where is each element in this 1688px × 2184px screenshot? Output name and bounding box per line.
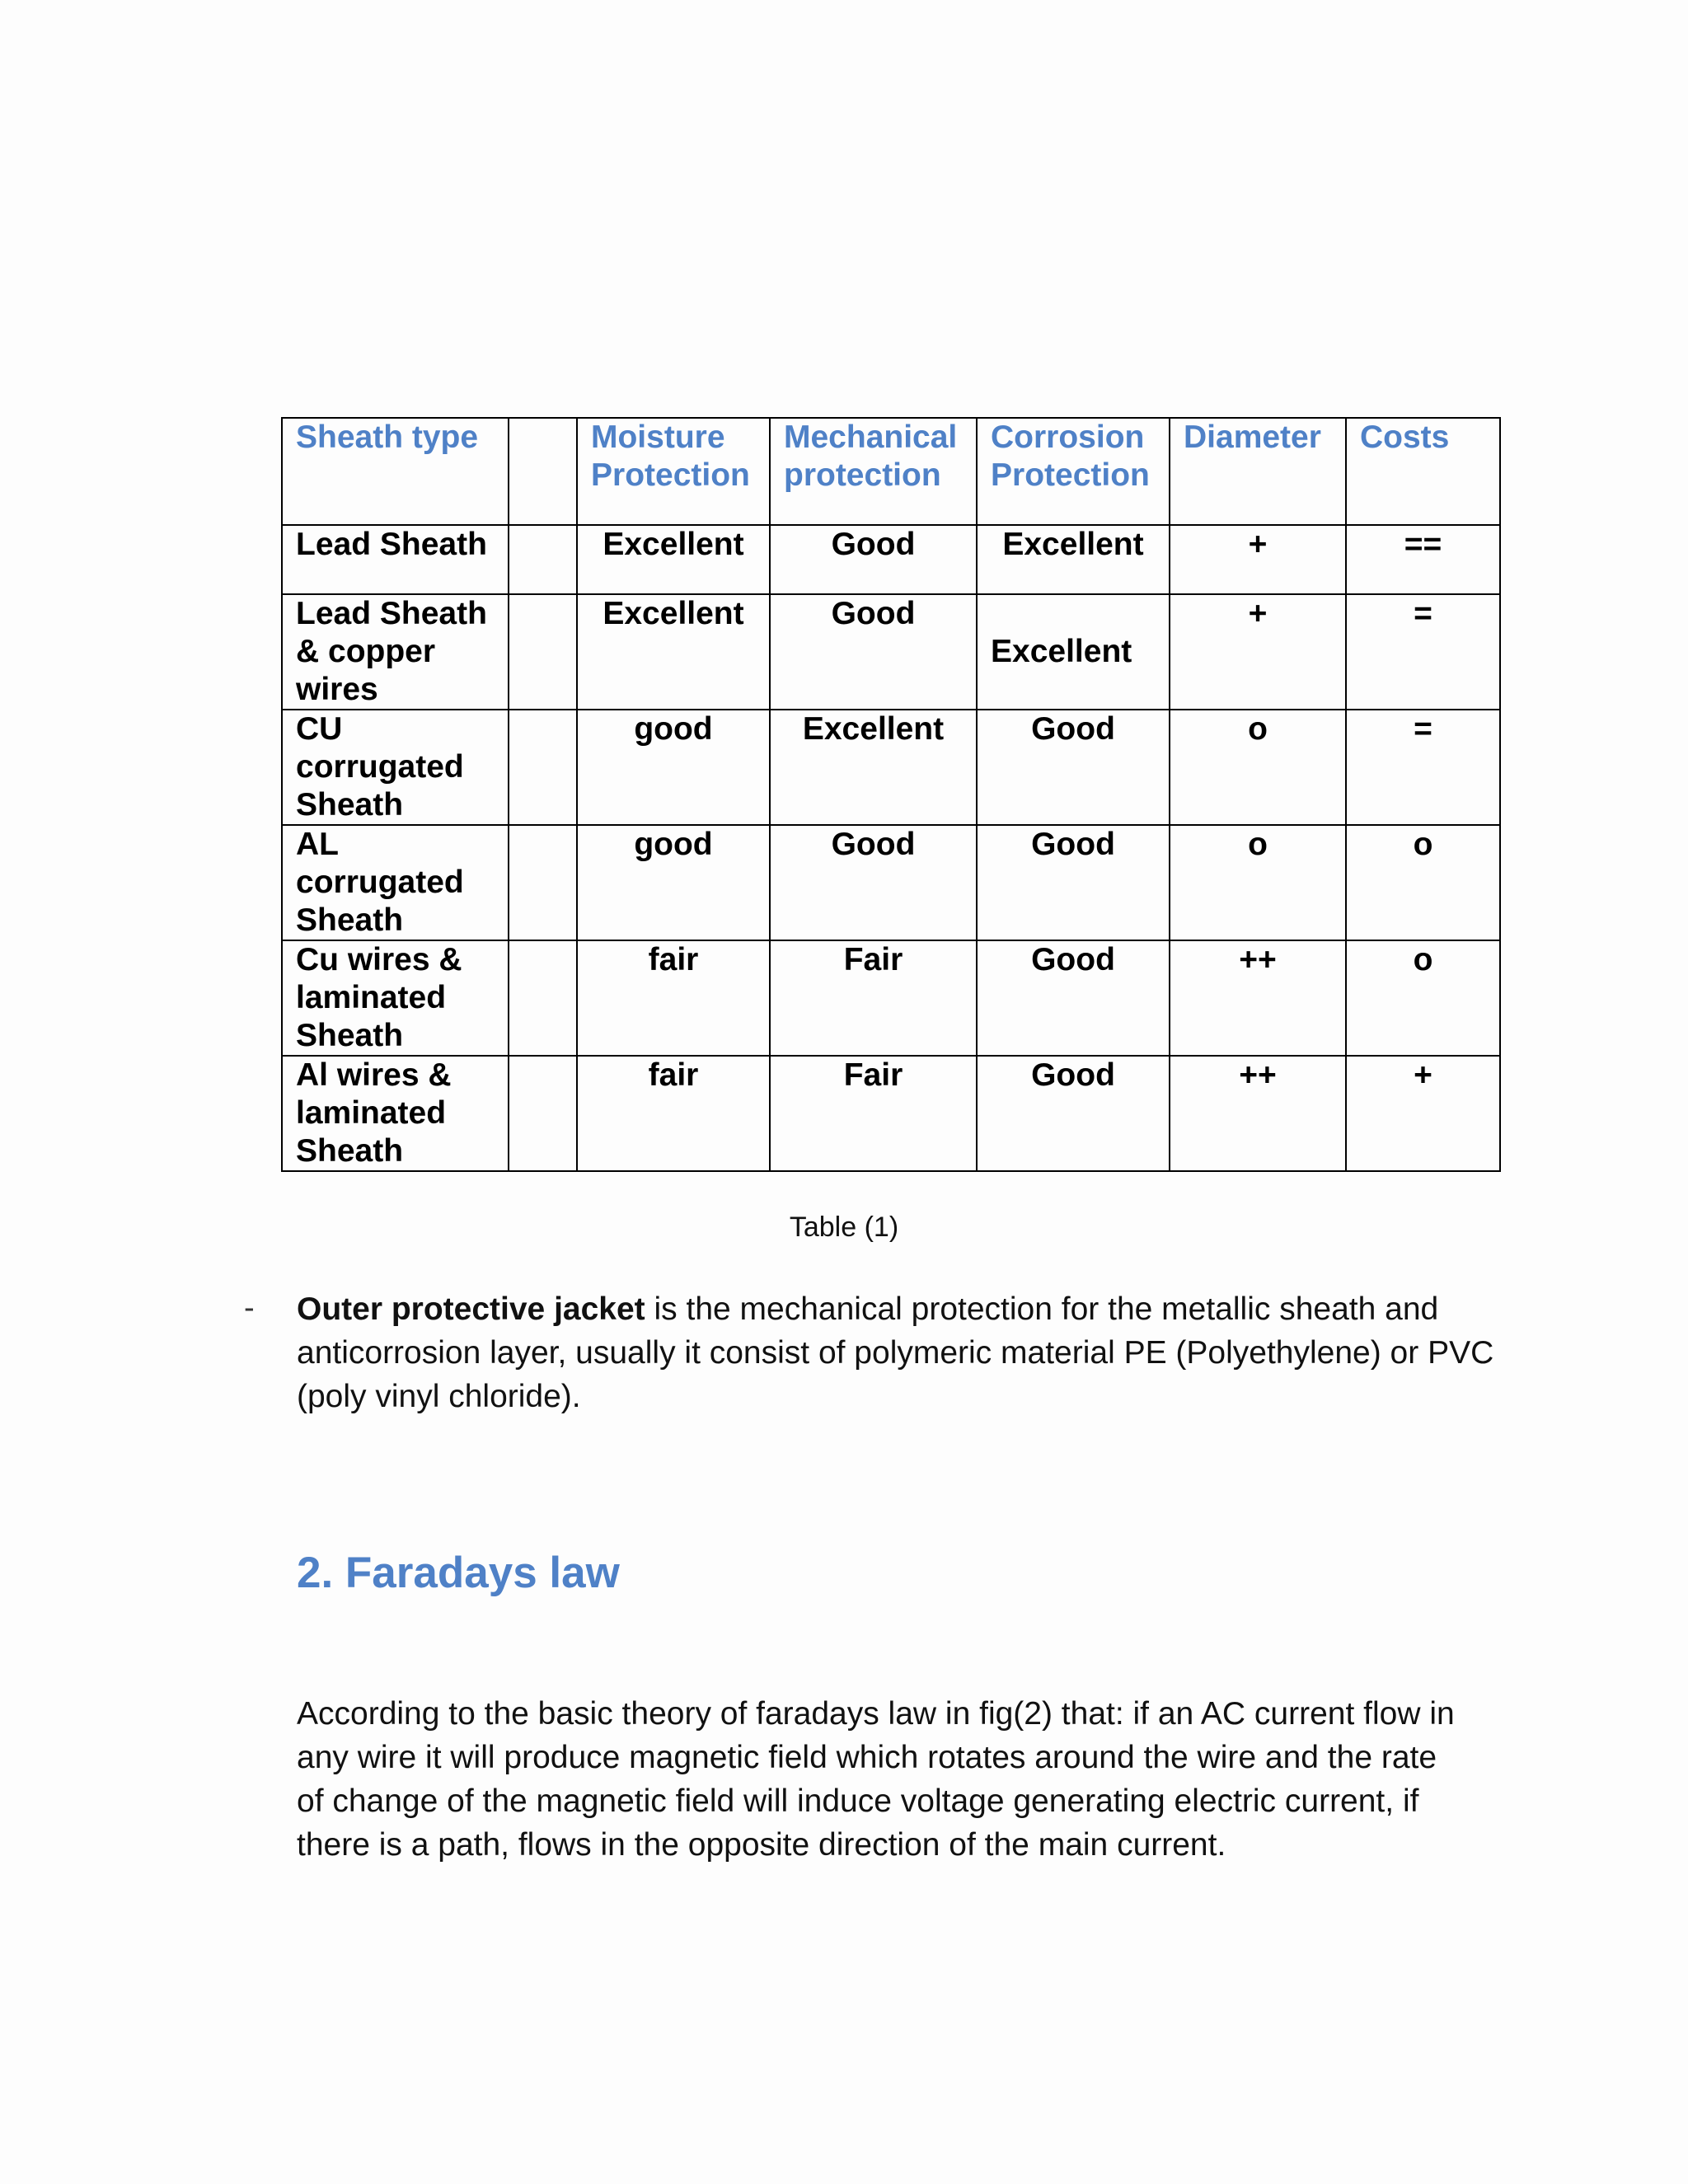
header-corrosion-protection: Corrosion Protection [977, 418, 1170, 525]
header-blank [509, 418, 577, 525]
header-diameter: Diameter [1170, 418, 1346, 525]
cell-mechanical: Good [770, 525, 977, 594]
outer-jacket-term: Outer protective jacket [297, 1291, 645, 1327]
cell-mechanical: Fair [770, 1056, 977, 1171]
cell-costs: = [1346, 710, 1500, 825]
table-row [282, 710, 1500, 825]
cell-moisture: fair [577, 1056, 770, 1171]
cell-blank [509, 710, 577, 825]
header-moisture-protection: Moisture Protection [577, 418, 770, 525]
cell-diameter: o [1170, 825, 1346, 940]
cell-corrosion: Good [977, 940, 1170, 1056]
header-mechanical-protection: Mechanical protection [770, 418, 977, 525]
cell-diameter: o [1170, 710, 1346, 825]
sheath-comparison-table [281, 417, 1501, 1172]
table-row [282, 825, 1500, 940]
table-row [282, 940, 1500, 1056]
cell-blank [509, 825, 577, 940]
table-caption: Table (1) [789, 1212, 899, 1243]
cell-mechanical: Good [770, 594, 977, 710]
table-row [282, 594, 1500, 710]
table-header-row [282, 418, 1500, 525]
cell-sheath-type: CU corrugated Sheath [282, 710, 509, 825]
cell-mechanical: Fair [770, 940, 977, 1056]
cell-corrosion: Good [977, 825, 1170, 940]
cell-corrosion: Good [977, 1056, 1170, 1171]
cell-moisture: fair [577, 940, 770, 1056]
cell-diameter: ++ [1170, 940, 1346, 1056]
cell-moisture: good [577, 710, 770, 825]
table-row [282, 1056, 1500, 1171]
bullet-dash: - [244, 1291, 255, 1325]
cell-corrosion: Good [977, 710, 1170, 825]
cell-sheath-type: AL corrugated Sheath [282, 825, 509, 940]
section-heading: 2. Faradays law [297, 1549, 620, 1597]
cell-diameter: + [1170, 525, 1346, 594]
cell-sheath-type: Lead Sheath & copper wires [282, 594, 509, 710]
cell-mechanical: Excellent [770, 710, 977, 825]
cell-blank [509, 594, 577, 710]
cell-blank [509, 525, 577, 594]
cell-sheath-type: Lead Sheath [282, 525, 509, 594]
faradays-law-paragraph: According to the basic theory of faradays law in fig(2) that: if an AC current flow in any wire it will produce magnetic field which rotates around the wire and the rate of change of the magnetic field will induce voltage generating electric current, if there is a path, flows in the opposite direction of the main current. [297, 1696, 1455, 1863]
cell-sheath-type: Al wires & laminated Sheath [282, 1056, 509, 1171]
cell-sheath-type: Cu wires & laminated Sheath [282, 940, 509, 1056]
header-sheath-type: Sheath type [282, 418, 509, 525]
outer-jacket-description: is the mechanical protection for the metallic sheath and anticorrosion layer, usually it consist of polymeric material PE (Polyethylene) or PVC (poly vinyl chloride). [297, 1291, 1494, 1414]
cell-costs: o [1346, 940, 1500, 1056]
cell-mechanical: Good [770, 825, 977, 940]
cell-moisture: Excellent [577, 525, 770, 594]
cell-blank [509, 940, 577, 1056]
cell-diameter: + [1170, 594, 1346, 710]
table-row [282, 525, 1500, 594]
header-costs: Costs [1346, 418, 1500, 525]
cell-blank [509, 1056, 577, 1171]
cell-moisture: good [577, 825, 770, 940]
cell-costs: == [1346, 525, 1500, 594]
cell-corrosion: Excellent [977, 525, 1170, 594]
cell-moisture: Excellent [577, 594, 770, 710]
cell-corrosion: Excellent [977, 594, 1170, 710]
cell-costs: + [1346, 1056, 1500, 1171]
cell-costs: = [1346, 594, 1500, 710]
cell-costs: o [1346, 825, 1500, 940]
outer-jacket-paragraph [297, 1287, 1500, 1418]
cell-diameter: ++ [1170, 1056, 1346, 1171]
